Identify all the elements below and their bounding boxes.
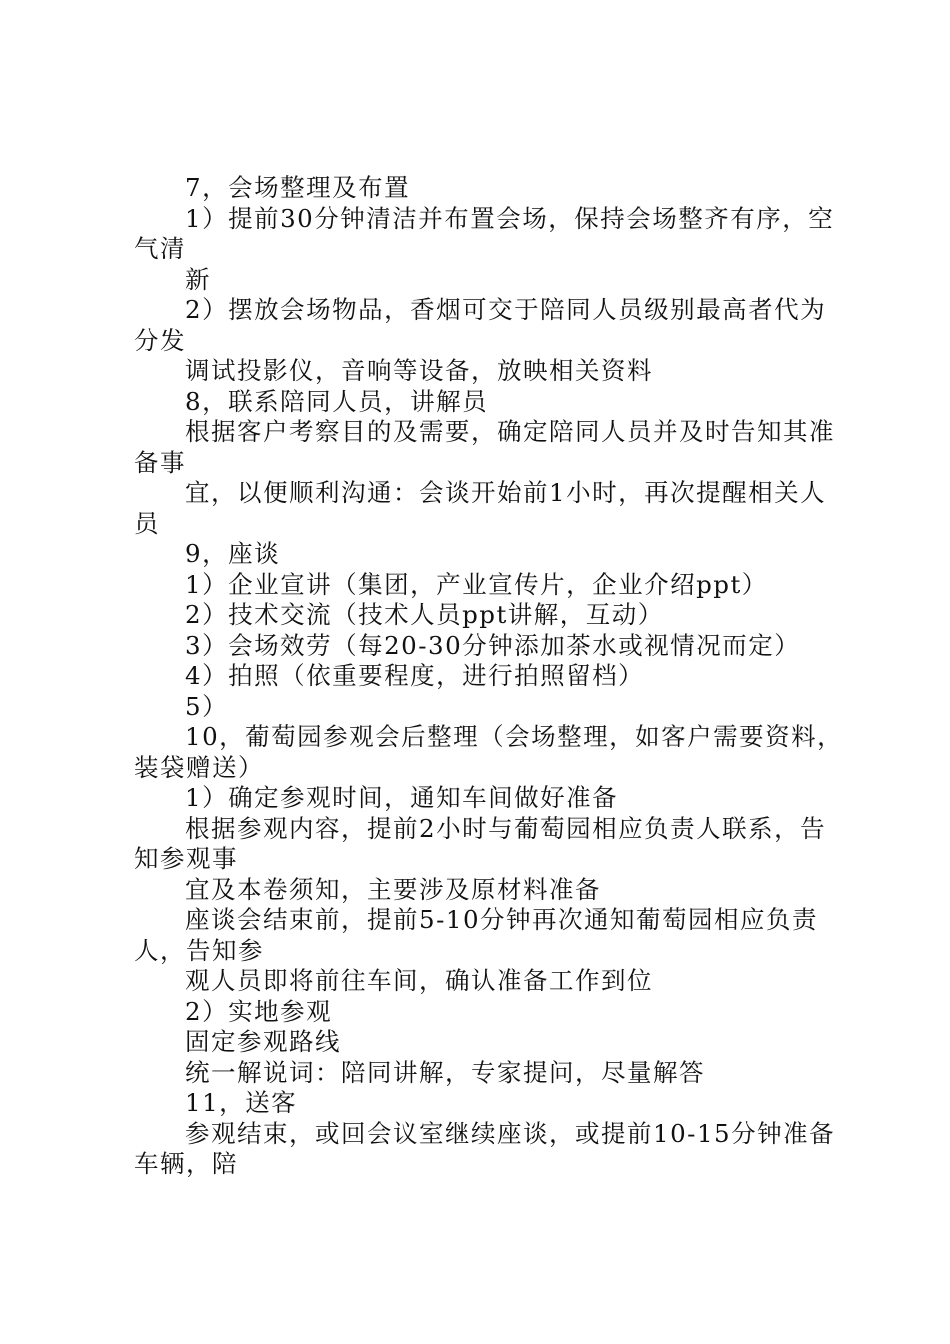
text-line: 新	[185, 264, 211, 294]
text-line: 4）拍照（依重要程度，进行拍照留档）	[185, 661, 645, 690]
text-line: 根据参观内容，提前2小时与葡萄园相应负责人联系，告	[185, 813, 827, 843]
text-line: 参观结束，或回会议室继续座谈，或提前10-15分钟准备	[185, 1118, 836, 1148]
text-line: 统一解说词：陪同讲解，专家提问，尽量解答	[185, 1057, 705, 1087]
text-line: 座谈会结束前，提前5-10分钟再次通知葡萄园相应负责	[185, 905, 819, 934]
text-line: 1）企业宣讲（集团，产业宣传片，企业介绍ppt）	[185, 569, 768, 599]
text-line: 员	[134, 508, 160, 538]
text-line: 固定参观路线	[185, 1027, 341, 1056]
text-line: 宜，以便顺利沟通：会谈开始前1小时，再次提醒相关人	[185, 478, 827, 507]
text-line: 宜及本卷须知，主要涉及原材料准备	[185, 874, 601, 904]
text-line: 7，会场整理及布置	[185, 173, 411, 202]
text-line: 车辆，陪	[134, 1149, 238, 1178]
text-line: 2）实地参观	[185, 996, 333, 1026]
text-line: 8，联系陪同人员，讲解员	[185, 386, 489, 416]
text-line: 根据客户考察目的及需要，确定陪同人员并及时告知其准	[185, 417, 835, 446]
document-body	[134, 173, 844, 1180]
text-line: 调试投影仪，音响等设备，放映相关资料	[185, 356, 653, 385]
text-line: 11，送客	[185, 1088, 298, 1117]
text-line: 10，葡萄园参观会后整理（会场整理，如客户需要资料，	[185, 722, 844, 751]
text-line: 气清	[134, 234, 186, 263]
text-line: 1）提前30分钟清洁并布置会场，保持会场整齐有序，空	[185, 203, 835, 233]
text-line: 备事	[134, 447, 186, 477]
text-line: 分发	[134, 325, 186, 355]
text-line: 知参观事	[134, 844, 238, 873]
text-line: 9，座谈	[185, 539, 281, 568]
text-line: 2）摆放会场物品，香烟可交于陪同人员级别最高者代为	[185, 295, 827, 324]
text-line: 3）会场效劳（每20-30分钟添加茶水或视情况而定）	[185, 630, 801, 660]
text-line: 2）技术交流（技术人员ppt讲解，互动）	[185, 600, 664, 629]
text-line: 人，告知参	[134, 935, 264, 965]
text-line: 5）	[185, 691, 229, 721]
text-line: 观人员即将前往车间，确认准备工作到位	[185, 966, 653, 995]
text-line: 装袋赠送）	[134, 752, 264, 782]
text-line: 1）确定参观时间，通知车间做好准备	[185, 783, 619, 812]
